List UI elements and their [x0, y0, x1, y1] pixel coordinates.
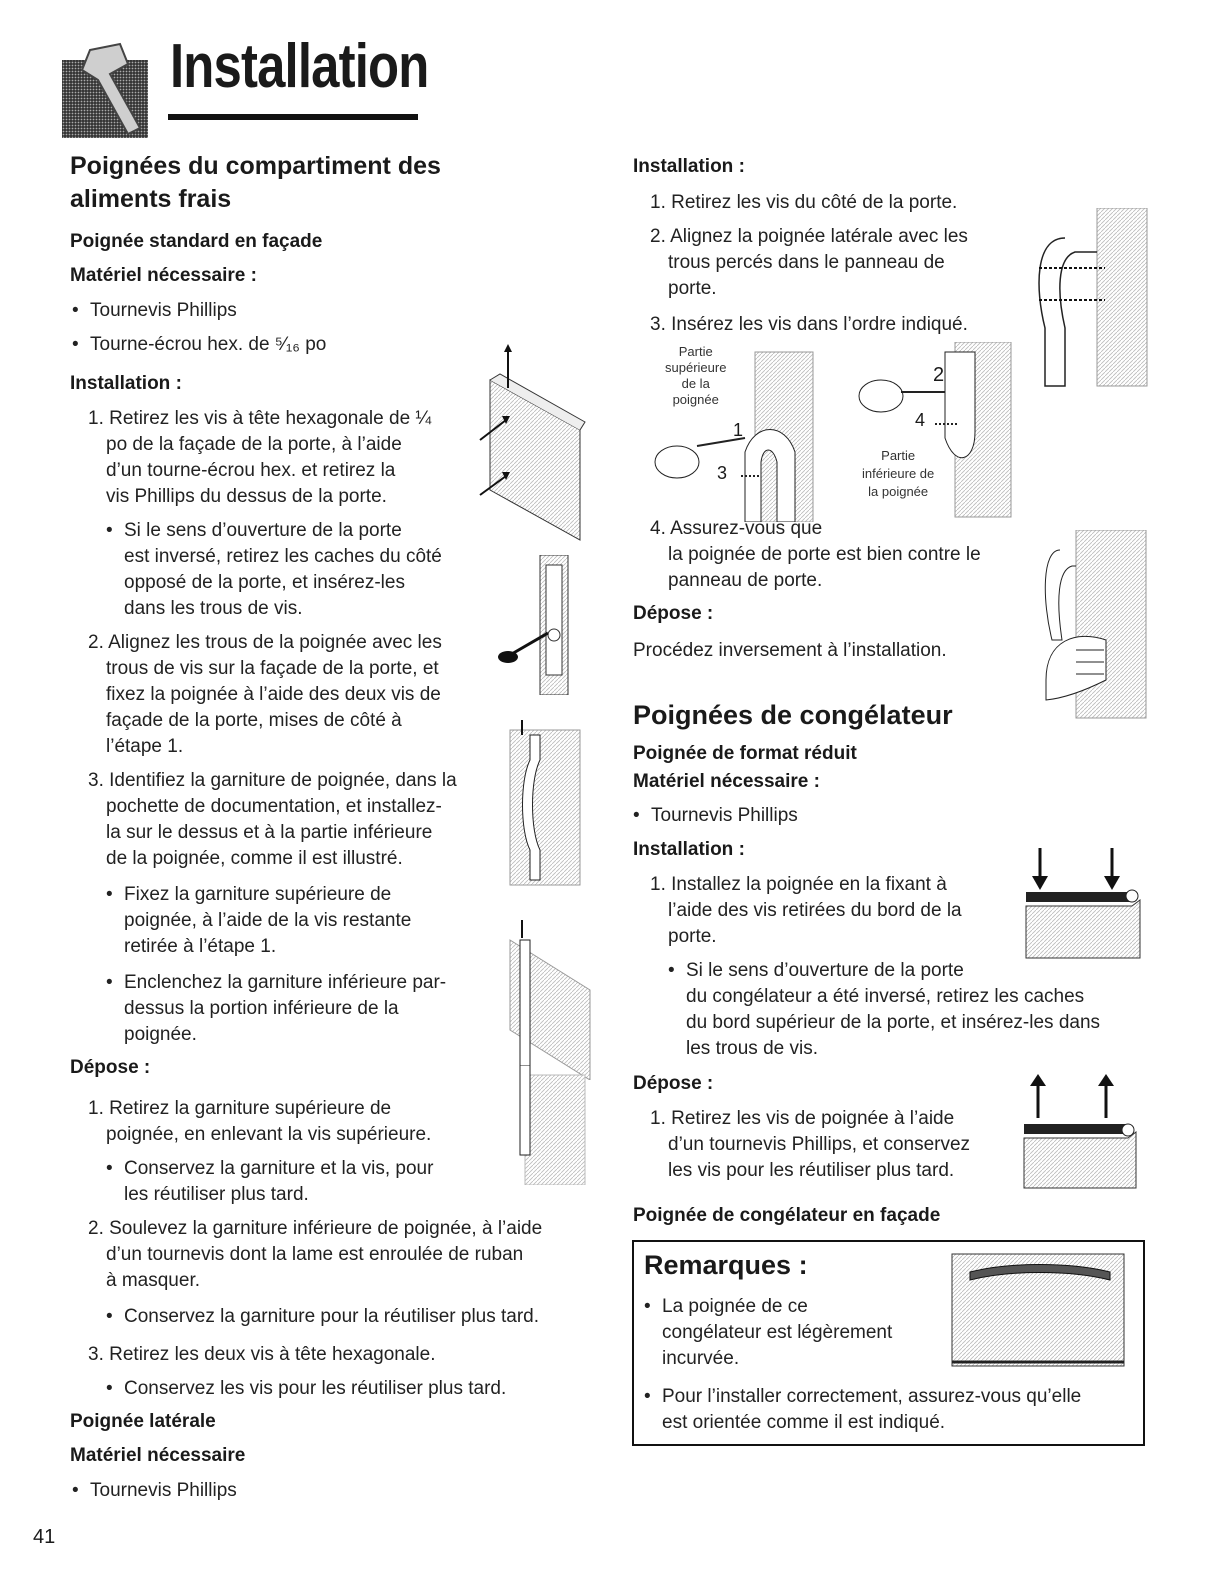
step-line: façade de la porte, mises de côté à — [106, 710, 402, 731]
side-handle-heading: Poignée latérale — [70, 1411, 216, 1432]
note-line: • Enclenchez la garniture inférieure par- — [124, 970, 446, 996]
note-line: dans les trous de vis. — [124, 598, 303, 619]
freezer-install-illustration — [1020, 846, 1145, 961]
removal-step-1-note — [124, 1156, 433, 1208]
note-line: poignée, à l’aide de la vis restante — [124, 910, 412, 931]
right-install-heading: Installation : — [633, 156, 745, 177]
note-line: du congélateur a été inversé, retirez les caches — [686, 986, 1085, 1007]
step-1-note — [124, 518, 442, 622]
freezer-removal-step-1 — [650, 1106, 970, 1184]
page-number: 41 — [33, 1526, 56, 1548]
removal-step-2-note — [124, 1304, 539, 1330]
curved-handle-illustration — [950, 1252, 1130, 1370]
right-step-4 — [650, 516, 981, 594]
step-3-note-2 — [124, 970, 446, 1048]
freezer-step-1 — [650, 872, 962, 950]
step-line: pochette de documentation, et installez- — [106, 796, 442, 817]
note-line: poignée. — [124, 1024, 197, 1045]
note-line: • Conservez la garniture et la vis, pour — [124, 1156, 433, 1182]
step-line: la poignée de porte est bien contre le — [668, 544, 981, 565]
materials-list — [90, 298, 326, 358]
note-line: • Pour l’installer correctement, assurez-vous qu’elle — [662, 1384, 1081, 1410]
section-title-line-2: aliments frais — [70, 185, 232, 213]
right-step-1: 1. Retirez les vis du côté de la porte. — [650, 192, 958, 213]
fig-number-4: 4 — [915, 410, 926, 430]
step-line: à masquer. — [106, 1270, 200, 1291]
note-1 — [662, 1294, 892, 1372]
freezer-install-heading: Installation : — [633, 839, 745, 860]
step-line: 2. Alignez la poignée latérale avec les — [650, 226, 968, 247]
material-item: • Tournevis Phillips — [90, 1478, 237, 1504]
fig-label-line: de la — [681, 376, 710, 391]
fig-label-line: Partie — [881, 448, 916, 463]
step-2 — [88, 630, 442, 760]
step-line: 2. Soulevez la garniture inférieure de poignée, à l’aide — [88, 1218, 543, 1239]
note-2 — [662, 1384, 1081, 1436]
removal-step-3: 3. Retirez les deux vis à tête hexagonale. — [88, 1344, 436, 1365]
step-line: l’étape 1. — [106, 736, 184, 757]
freezer-removal-illustration — [1018, 1070, 1143, 1190]
note-line: opposé de la porte, et insérez-les — [124, 572, 405, 593]
step-1 — [88, 406, 431, 510]
fig-number-3: 3 — [717, 463, 728, 483]
freezer-title: Poignées de congélateur — [633, 700, 953, 730]
step-line: 2. Alignez les trous de la poignée avec les — [88, 632, 442, 653]
side-materials-heading: Matériel nécessaire — [70, 1445, 246, 1466]
step-line: les vis pour les réutiliser plus tard. — [668, 1160, 955, 1181]
wrench-logo-icon — [62, 40, 164, 140]
fig-label-line: poignée — [672, 392, 719, 407]
step-3-note-1 — [124, 882, 411, 960]
step-line: l’aide des vis retirées du bord de la — [668, 900, 962, 921]
fig-number-2: 2 — [933, 364, 945, 386]
section-title-line-1: Poignées du compartiment des — [70, 152, 441, 180]
facade-handle-heading: Poignée de congélateur en façade — [633, 1205, 941, 1226]
hand-handle-illustration — [1036, 530, 1148, 720]
step-line: porte. — [668, 926, 717, 947]
step-line: d’un tournevis dont la lame est enroulée de ruban — [106, 1244, 524, 1265]
fig-label-line: supérieure — [665, 360, 727, 375]
step-line: 3. Identifiez la garniture de poignée, dans la — [88, 770, 457, 791]
standard-handle-heading: Poignée standard en façade — [70, 231, 323, 252]
freezer-materials-list — [651, 803, 798, 829]
step-line: trous de vis sur la façade de la porte, et — [106, 658, 439, 679]
fig-label-line: Partie — [678, 344, 713, 359]
note-line: • Fixez la garniture supérieure de — [124, 882, 411, 908]
section-title — [70, 150, 441, 216]
notes-title: Remarques : — [644, 1250, 808, 1280]
step-line: de la poignée, comme il est illustré. — [106, 848, 403, 869]
side-handle-illustration — [1025, 208, 1150, 388]
note-line: est orientée comme il est indiqué. — [662, 1412, 946, 1433]
step-3 — [88, 768, 457, 872]
step-line: trous percés dans le panneau de — [668, 252, 945, 273]
note-line: • Si le sens d’ouverture de la porte — [686, 958, 1100, 984]
step-line: 1. Installez la poignée en la fixant à — [650, 874, 947, 895]
step-line: la sur le dessus et à la partie inférieure — [106, 822, 433, 843]
step-line: 1. Retirez les vis de poignée à l’aide — [650, 1108, 955, 1129]
door-screws-illustration — [470, 340, 590, 550]
note-line: congélateur est légèrement — [662, 1322, 893, 1343]
step-line: 4. Assurez-vous que — [650, 518, 823, 539]
small-handle-heading: Poignée de format réduit — [633, 743, 857, 764]
fig-bottom-handle-label — [862, 447, 934, 501]
step-line: panneau de porte. — [668, 570, 823, 591]
step-line: poignée, en enlevant la vis supérieure. — [106, 1124, 432, 1145]
right-removal-heading: Dépose : — [633, 603, 714, 624]
freezer-step-1-note — [686, 958, 1100, 1062]
right-step-3: 3. Insérez les vis dans l’ordre indiqué. — [650, 314, 968, 335]
note-line: est inversé, retirez les caches du côté — [124, 546, 442, 567]
step-line: d’un tournevis Phillips, et conservez — [668, 1134, 971, 1155]
note-line: • Si le sens d’ouverture de la porte — [124, 518, 442, 544]
fig-label-line: la poignée — [868, 484, 929, 499]
fig-label-line: inférieure de — [862, 466, 935, 481]
note-line: incurvée. — [662, 1348, 740, 1369]
title-underline — [168, 114, 418, 120]
step-line: vis Phillips du dessus de la porte. — [106, 486, 387, 507]
notes-box — [632, 1240, 1145, 1446]
removal-step-1 — [88, 1096, 431, 1148]
material-item: • Tourne-écrou hex. de ⁵⁄₁₆ po — [90, 332, 326, 358]
note-line: les réutiliser plus tard. — [124, 1184, 309, 1205]
step-line: 1. Retirez la garniture supérieure de — [88, 1098, 392, 1119]
freezer-materials-heading: Matériel nécessaire : — [633, 771, 820, 792]
step-line: fixez la poignée à l’aide des deux vis de — [106, 684, 441, 705]
handle-trim-illustration — [500, 720, 590, 890]
removal-step-2 — [88, 1216, 542, 1294]
freezer-removal-heading: Dépose : — [633, 1073, 714, 1094]
trim-install-illustration — [500, 920, 595, 1080]
fig-top-handle-label — [665, 344, 726, 408]
install-heading: Installation : — [70, 373, 182, 394]
material-item: • Tournevis Phillips — [90, 298, 326, 324]
note-line: les trous de vis. — [686, 1038, 818, 1059]
material-item: • Tournevis Phillips — [651, 803, 798, 829]
handle-screwdriver-illustration — [490, 555, 590, 695]
right-removal-text: Procédez inversement à l’installation. — [633, 640, 947, 661]
note-line: • La poignée de ce — [662, 1294, 892, 1320]
step-line: 1. Retirez les vis à tête hexagonale de ¼ — [88, 408, 432, 429]
note-line: • Conservez les vis pour les réutiliser plus tard. — [124, 1376, 506, 1402]
side-materials-list — [90, 1478, 237, 1504]
step-line: porte. — [668, 278, 717, 299]
removal-step-3-note — [124, 1376, 506, 1402]
step-line: d’un tourne-écrou hex. et retirez la — [106, 460, 396, 481]
right-step-2 — [650, 224, 968, 302]
note-line: • Conservez la garniture pour la réutiliser plus tard. — [124, 1304, 539, 1330]
page-title: Installation — [170, 32, 429, 101]
note-line: du bord supérieur de la porte, et insérez-les dans — [686, 1012, 1101, 1033]
trim-removal-illustration — [505, 1065, 590, 1185]
note-line: dessus la portion inférieure de la — [124, 998, 399, 1019]
removal-heading: Dépose : — [70, 1057, 151, 1078]
note-line: retirée à l’étape 1. — [124, 936, 277, 957]
materials-heading: Matériel nécessaire : — [70, 265, 257, 286]
fig-number-1: 1 — [733, 420, 744, 440]
step-line: po de la façade de la porte, à l’aide — [106, 434, 402, 455]
